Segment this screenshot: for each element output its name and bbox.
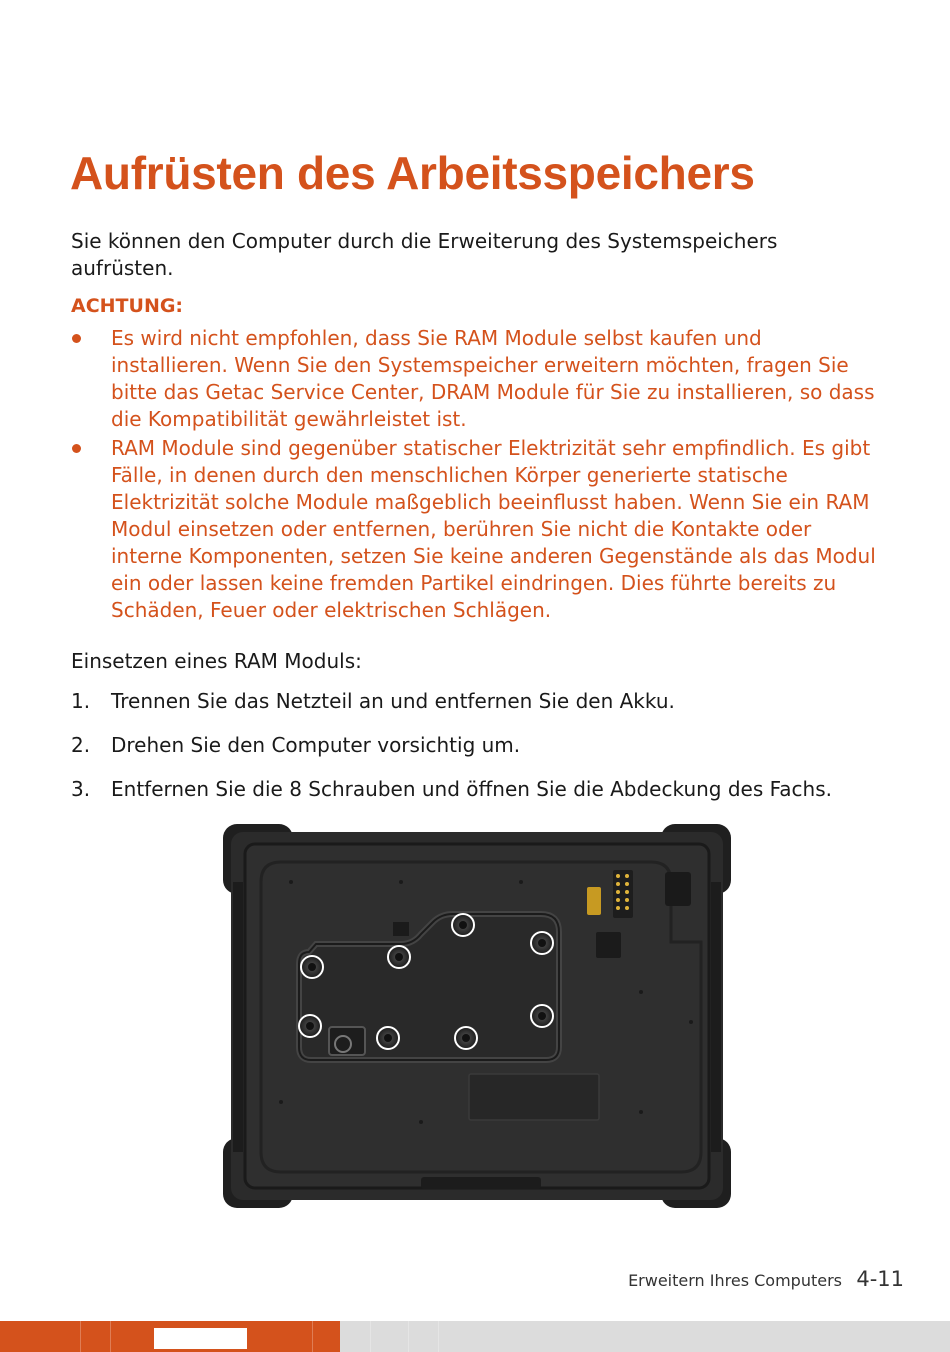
warning-list [71, 325, 881, 626]
page-number: 4-11 [856, 1267, 904, 1291]
intro-paragraph: Sie können den Computer durch die Erweiterung des Systemspeichers aufrüsten. [71, 229, 778, 280]
step-text: Trennen Sie das Netzteil an und entfernen Sie den Akku. [111, 689, 675, 713]
footer-bar-divider [312, 1321, 313, 1352]
warning-heading: ACHTUNG: [71, 295, 184, 317]
device-back-illustration [221, 822, 733, 1210]
footer-section-title: Erweitern Ihres Computers [628, 1271, 842, 1290]
steps-list [71, 688, 891, 820]
footer-bar-divider [370, 1321, 371, 1352]
warning-item [71, 435, 881, 624]
warning-item-text: Es wird nicht empfohlen, dass Sie RAM Module selbst kaufen und installieren. Wenn Sie den Systemspeicher erweitern möchten, fragen Sie bitte das Getac Service Center, DRAM Module für Sie zu installieren, so dass die Kompatibilität gewährleistet ist. [111, 326, 875, 431]
step-item [71, 688, 891, 732]
footer-bar [0, 1321, 950, 1352]
footer-bar-divider [438, 1321, 439, 1352]
footer-bar-divider [80, 1321, 81, 1352]
step-text: Drehen Sie den Computer vorsichtig um. [111, 733, 521, 757]
footer-bar-marker [154, 1328, 247, 1349]
step-text: Entfernen Sie die 8 Schrauben und öffnen Sie die Abdeckung des Fachs. [111, 777, 833, 801]
warning-item [71, 325, 881, 433]
bullet-icon [72, 334, 81, 343]
warning-item-text: RAM Module sind gegenüber statischer Elektrizität sehr empfindlich. Es gibt Fälle, in denen durch den menschlichen Körper generierte statische Elektrizität solche Module maßgeblich beeinflusst haben. Wenn Sie ein RAM Modul einsetzen oder entfernen, berühren Sie nicht die Kontakte oder interne Komponenten, setzen Sie keine anderen Gegenstände als das Modul ein oder lassen keine fremden Partikel eindringen. Dies führte bereits zu Schäden, Feuer oder elektrischen Schlägen. [111, 436, 876, 622]
procedure-heading: Einsetzen eines RAM Moduls: [71, 649, 362, 673]
page-title: Aufrüsten des Arbeitsspeichers [70, 147, 755, 199]
step-number: 3. [71, 777, 91, 801]
step-number: 1. [71, 689, 91, 713]
bullet-icon [72, 444, 81, 453]
footer-bar-divider [408, 1321, 409, 1352]
tablet-back-icon [221, 822, 733, 1210]
footer-bar-divider [110, 1321, 111, 1352]
step-item [71, 776, 891, 820]
step-number: 2. [71, 733, 91, 757]
step-item [71, 732, 891, 776]
